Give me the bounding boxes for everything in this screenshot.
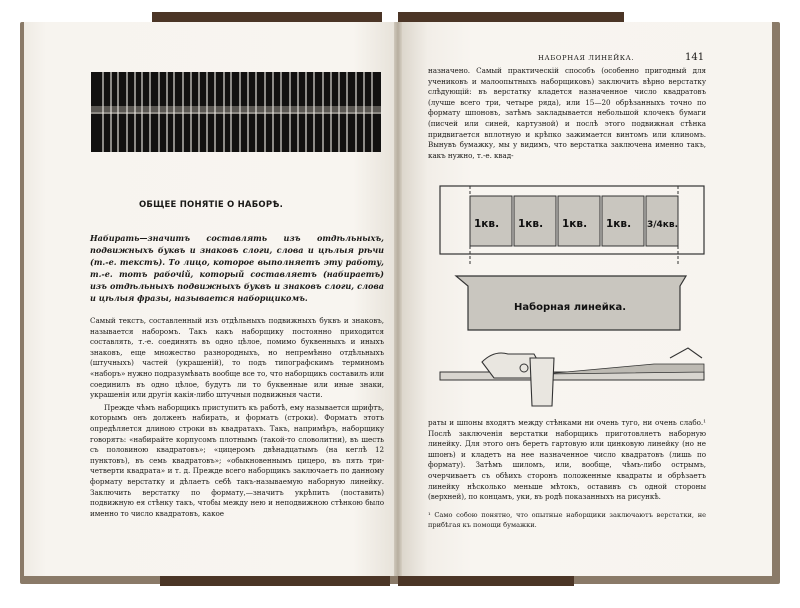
- composing-stick-figure: [434, 182, 706, 414]
- footnote: ¹ Само собою понятно, что опытные наборщики заключаютъ верстатки, не прибѣгая къ помощи бумажки.: [428, 511, 706, 529]
- paragraph-top: назначено. Самый практическiй способъ (особенно пригодный для учениковъ и малоопытныхъ наборщиковъ) заключить вѣрно верстатку слѣдующiй: въ верстатку кладется назначенное число квадратовъ (лучше всего три, четыре ряда), или 15—20 обрѣзанныхъ точно по формату шпоновъ, затѣмъ закладывается небольшой клочекъ бумаги (писчей или синей, картузной) и послѣ этого подвижная стѣнка придвигается вплотную и крѣпко зажимается винтомъ или клиномъ. Вынувъ бумажку, мы у видимъ, что верстатка заключена именно такъ, какъ нужно, т.-е. квад-: [428, 66, 706, 160]
- running-head: НАБОРНАЯ ЛИНЕЙКА.: [538, 54, 635, 62]
- intro-definition: Набирать—значитъ составлять изъ отдѣльныхъ, подвижныхъ буквъ и знаковъ слоги, слова и цѣлыя рѣчи (т.-е. текстъ). То лицо, которое выполняетъ эту работу, т.-е. тотъ рабочiй, который составляетъ (набираетъ) изъ отдѣльныхъ подвижныхъ буквъ и знаковъ слоги, слова и цѣлыя фразы, называется наборщикомъ.: [90, 233, 384, 303]
- quad-label: 1кв.: [562, 218, 588, 230]
- type-slugs-illustration: [91, 72, 381, 152]
- right-page: [398, 22, 772, 576]
- ruler-label: Наборная линейка.: [514, 302, 627, 313]
- paragraph: Прежде чѣмъ наборщикъ приступитъ къ работѣ, ему называется шрифтъ, которымъ онъ долженъ набирать, и форматъ (строки). Форматъ этотъ опредѣляется длиною строки въ квадратахъ. Такъ, напримѣръ, наборщику говорятъ: «набирайте корпусомъ плотнымъ (такой-то словолитни), въ шесть съ половиною квадратовъ»; «цицеромъ двѣнадцатымъ (на кеглѣ 12 пунктовъ), въ семь квадратовъ»; «обыкновеннымъ цицеро, въ пять три-четверти квадрата» и т. д. Прежде всего наборщикъ заключаетъ по данному формату верстатку и дѣлаетъ себѣ такъ-называемую наборную линейку. Заключить верстатку по формату,—значитъ укрѣпить (поставить) подвижную ея стѣнку такъ, чтобы между нею и неподвижною стѣнкою было именно то число квадратовъ, какое: [90, 402, 384, 518]
- page-number: 141: [685, 52, 705, 63]
- left-page: [24, 22, 398, 576]
- paragraph-bottom: раты и шпоны входятъ между стѣнками ни очень туго, ни очень слабо.¹ Послѣ заключенiя верстатки наборщикъ приготовляетъ наборную линейку. Для этого онъ беретъ гартовую или цинковую линейку (но не шпонъ) и кладетъ на нее назначенное число квадратовъ (лишь по формату). Затѣмъ шиломъ, или, вообще, чѣмъ-либо острымъ, очерчиваетъ съ обѣихъ сторонъ положенные квадраты и обрѣзаетъ линейку нѣсколько меньше мѣтокъ, оставивъ съ одной стороны (верхней), по концамъ, уки, въ родѣ показанныхъ на рисункѣ.: [428, 418, 706, 502]
- quad-label: 1кв.: [606, 218, 632, 230]
- book-tailband-right: [398, 576, 574, 586]
- book-gutter: [394, 22, 402, 576]
- quad-label: 1кв.: [474, 218, 500, 230]
- section-title: ОБЩЕЕ ПОНЯТIЕ О НАБОРѢ.: [138, 200, 284, 210]
- paragraph: Самый текстъ, составленный изъ отдѣльныхъ подвижныхъ буквъ и знаковъ, называется наборомъ. Такъ какъ наборщику постоянно приходится составлять, т.-е. соединять въ одно цѣлое, помимо буквенныхъ и иныхъ знаковъ, еще множество разнородныхъ, но непремѣнно отдѣльныхъ (штучныхъ) частей (украшенiй), то подъ типографскимъ терминомъ «наборъ» нужно подразумѣвать вообще все то, что наборщикъ составилъ или соединилъ въ одно цѣлое, будутъ ли то буквенные или иные знаки, украшенiя или другiя какiя-либо штучныя подвижныя части.: [90, 316, 384, 400]
- quad-label: 1кв.: [518, 218, 544, 230]
- book-tailband-left: [160, 576, 390, 586]
- quad-label: 3/4кв.: [647, 220, 679, 230]
